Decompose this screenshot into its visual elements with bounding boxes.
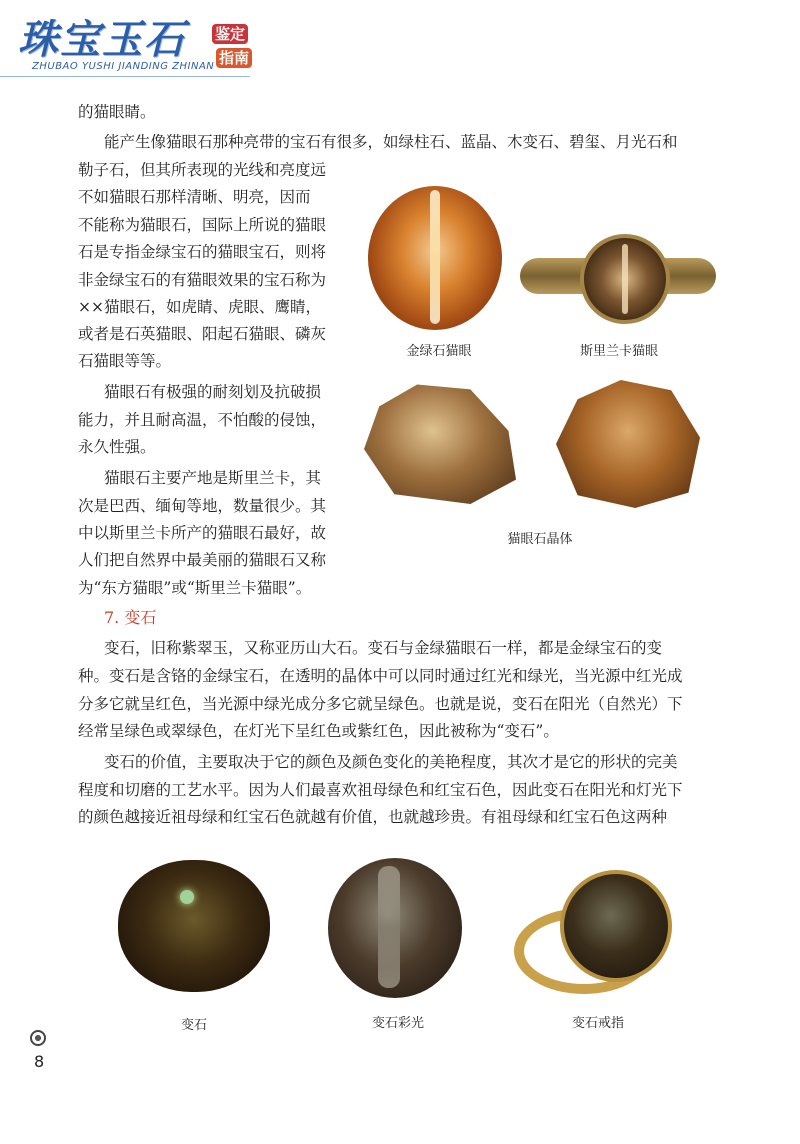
paragraph-line: 的猫眼睛。 — [78, 103, 156, 121]
paragraph-line: ××猫眼石，如虎睛、虎眼、鹰睛， — [78, 298, 321, 316]
paragraph-line: 中以斯里兰卡所产的猫眼石最好，故 — [78, 524, 327, 542]
cats-eye-crystal-photo-1 — [364, 382, 516, 504]
paragraph-line: 不能称为猫眼石，国际上所说的猫眼 — [78, 216, 327, 234]
cats-eye-crystal-photo-2 — [556, 380, 700, 508]
paragraph-line: 石猫眼等等。 — [78, 352, 172, 370]
paragraph-line: 种。变石是含铬的金绿宝石，在透明的晶体中可以同时通过红光和绿光，当光源中红光成 — [78, 667, 683, 685]
paragraph-line: 分多它就呈红色，当光源中绿光成分多它就呈绿色。也就是说，变石在阳光（自然光）下 — [78, 695, 683, 713]
photo-caption: 变石 — [180, 1018, 207, 1033]
photo-caption: 斯里兰卡猫眼 — [579, 344, 658, 359]
paragraph-line: 经常呈绿色或翠绿色，在灯光下呈红色或紫红色，因此被称为“变石”。 — [78, 722, 559, 740]
paragraph-line: 猫眼石有极强的耐刻划及抗破损 — [104, 383, 322, 401]
paragraph-line: 能产生像猫眼石那种亮带的宝石有很多，如绿柱石、蓝晶、木变石、碧玺、月光石和 — [104, 133, 678, 151]
paragraph-line: 永久性强。 — [78, 438, 156, 456]
book-title-pinyin: ZHUBAO YUSHI JIANDING ZHINAN — [32, 61, 215, 72]
paragraph-line: 勒子石，但其所表现的光线和亮度远 — [78, 161, 327, 179]
section-heading: 7. 变石 — [104, 608, 157, 627]
paragraph-line: 的颜色越接近祖母绿和红宝石色就越有价值，也就越珍贵。有祖母绿和红宝石色这两种 — [78, 808, 668, 826]
paragraph-line: 变石，旧称紫翠玉，又称亚历山大石。变石与金绿猫眼石一样，都是金绿宝石的变 — [104, 639, 663, 657]
paragraph-line: 不如猫眼石那样清晰、明亮，因而 — [78, 188, 311, 206]
paragraph-line: 猫眼石主要产地是斯里兰卡，其 — [104, 469, 322, 487]
photo-caption: 变石戒指 — [571, 1016, 624, 1031]
page-marker-icon — [30, 1030, 46, 1046]
paragraph-line: 非金绿宝石的有猫眼效果的宝石称为 — [78, 271, 327, 289]
paragraph-line: 能力，并且耐高温，不怕酸的侵蚀， — [78, 411, 327, 429]
paragraph-line: 次是巴西、缅甸等地，数量很少。其 — [78, 497, 327, 515]
photo-caption: 金绿石猫眼 — [406, 344, 472, 359]
book-title: 珠宝玉石 — [18, 16, 186, 63]
sri-lanka-cats-eye-ring-photo — [520, 230, 716, 320]
chrysoberyl-cats-eye-photo — [368, 186, 502, 330]
badge-bottom: 指南 — [216, 48, 252, 68]
paragraph-line: 变石的价值，主要取决于它的颜色及颜色变化的美艳程度，其次才是它的形状的完美 — [104, 753, 678, 771]
page-number: 8 — [34, 1052, 45, 1071]
photo-caption: 变石彩光 — [371, 1016, 424, 1031]
series-badge — [212, 24, 256, 74]
paragraph-line: 或者是石英猫眼、阳起石猫眼、磷灰 — [78, 325, 327, 343]
paragraph-line: 人们把自然界中最美丽的猫眼石又称 — [78, 551, 327, 569]
alexandrite-photo — [118, 860, 270, 992]
photo-caption: 猫眼石晶体 — [507, 532, 573, 547]
paragraph-line: 程度和切磨的工艺水平。因为人们最喜欢祖母绿色和红宝石色，因此变石在阳光和灯光下 — [78, 781, 683, 799]
alexandrite-chatoyancy-photo — [328, 858, 462, 998]
paragraph-line: 石是专指金绿宝石的猫眼宝石，则将 — [78, 243, 327, 261]
paragraph-line: 为“东方猫眼”或“斯里兰卡猫眼”。 — [78, 579, 312, 597]
header-divider — [0, 76, 250, 77]
badge-top: 鉴定 — [212, 24, 248, 44]
alexandrite-ring-photo — [514, 870, 674, 1000]
